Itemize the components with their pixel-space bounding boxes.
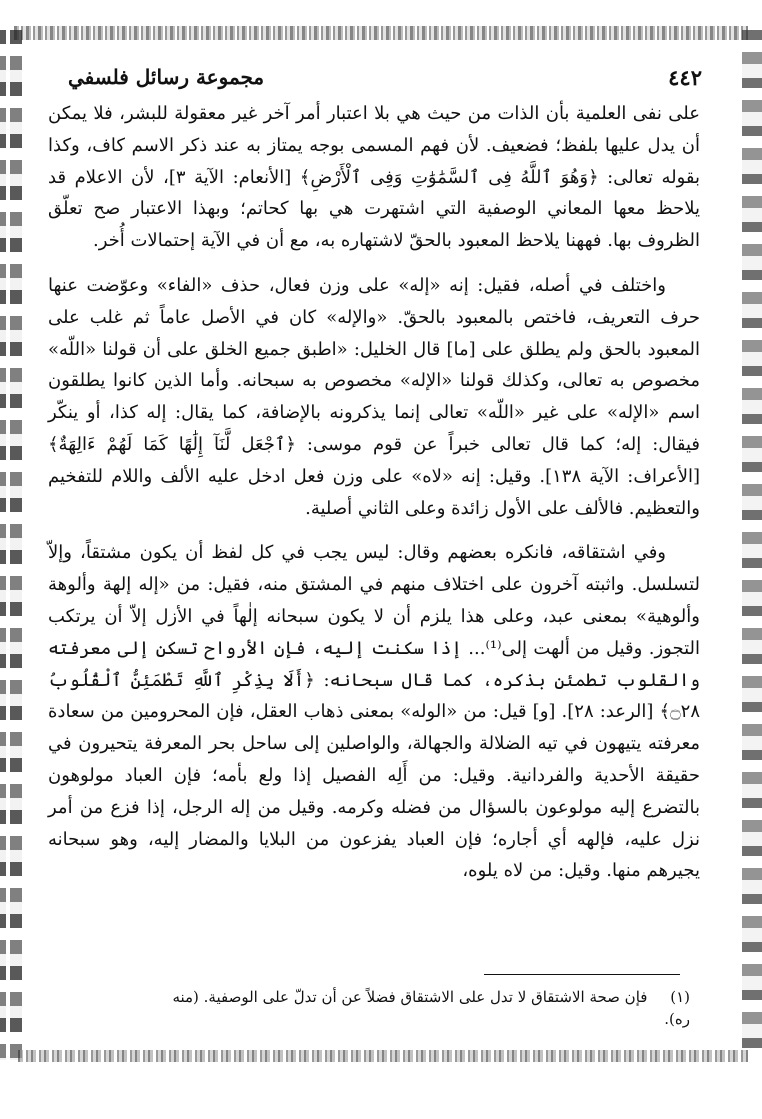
footnote: [150, 986, 690, 1030]
paragraph-3: وفي اشتقاقه، فانكره بعضهم وقال: ليس يجب في كل لفظ أن يكون مشتقاً، وإلاّ لتسلسل. واثبته آخرون على اختلاف منهم في المشتق منه، فقيل: من «إله إلهة وألوهة وألوهية» بمعنى عبد، وعلى هذا يلزم أن لا يكون سبحانه إلٰهاً في الأزل إلاّ أن يرتكب التجوز. وقيل من ألهت إلى⁽¹⁾... إذا سكنت إليه، فإن الأرواح تسكن إلى معرفته والقلوب تطمئن بذكره، كما قال سبحانه: ﴿أَلَا بِذِكْرِ ٱللَّهِ تَطْمَئِنُّ ٱلْقُلُوبُ ۝٢٨﴾ [الرعد: ٢٨]. [و] قيل: من «الوله» بمعنى ذهاب العقل، فإن المحرومين من سعادة معرفته يتيهون في تيه الضلالة والجهالة، والواصلين إلى ساحل بحر المعرفة يتحيرون في حقيقة الأحدية والفردانية. وقيل: من أَلِه الفصيل إذا ولع بأمه؛ فإن العباد مولوهون بالتضرع إليه مولوعون بالسؤال من فضله وكرمه. وقيل من إله الرجل، إذا فزع من أمر نزل عليه، فإلهه أي أجاره؛ فإن العباد يفزعون من البلايا والمضار إليه، وهو سبحانه يجيرهم منها. وقيل: من لاه يلوه،: [48, 542, 701, 882]
page-number: ٤٤٢: [668, 64, 702, 90]
footnote-marker: (١): [670, 988, 690, 1006]
scan-border-right: [742, 30, 762, 1060]
paragraph-2: واختلف في أصله، فقيل: إنه «إله» على وزن فعال، حذف «الفاء» وعوّضت عنها حرف التعريف، فاختص بالمعبود بالحقّ. «والإله» كان في الأصل عاماً ثم غلب على المعبود بالحق ولم يطلق على [ما] قال الخليل: «اطبق جميع الخلق على أن قولنا «اللّه» مخصوص به تعالى، وكذلك قولنا «الإله» مخصوص به سبحانه. وأما الذين كانوا يطلقون اسم «الإله» على غير «اللّه» تعالى إنما يذكرونه بالإضافة، كما يقال: إله كذا، أو ينكّر فيقال: إله؛ كما قال تعالى خبراً عن قوم موسى: ﴿ٱجْعَل لَّنَآ إِلَٰهًا كَمَا لَهُمْ ءَالِهَةٌ﴾ [الأعراف: الآية ١٣٨]. وقيل: إنه «لاه» على وزن فعل ادخل عليه الألف واللام للتفخيم والتعظيم. فالألف على الأول زائدة وعلى الثاني أصلية.: [48, 274, 700, 519]
footnote-divider: [484, 974, 680, 975]
footnote-text: فإن صحة الاشتقاق لا تدل على الاشتقاق فضلاً عن أن تدلّ على الوصفية. (منه ره).: [172, 988, 690, 1028]
paragraph-1: على نفى العلمية بأن الذات من حيث هي بلا اعتبار أمر آخر غير معقولة للبشر، فلا يمكن أن يدل عليها بلفظ؛ فضعيف. لأن فهم المسمى بوجه يمتاز به عند ذكر الاسم كاف، وكذا بقوله تعالى: ﴿وَهُوَ ٱللَّهُ فِى ٱلسَّمَٰوَٰتِ وَفِى ٱلْأَرْضِ﴾ [الأنعام: الآية ٣]، لأن الاعلام قد يلاحظ معها المعاني الوصفية التي اشتهرت هي بها كحاتم؛ وبهذا الاعتبار صح تعلّق الظروف بها. فههنا يلاحظ المعبود بالحقّ لاشتهاره به، مع أن في الآية إحتمالات أُخر.: [48, 103, 700, 252]
body-text: [48, 98, 700, 887]
running-title: مجموعة رسائل فلسفي: [68, 65, 265, 89]
scan-border-left-gap: [6, 30, 10, 1060]
scan-border-top: [14, 26, 748, 40]
scan-border-bottom: [18, 1050, 748, 1062]
page-header: [68, 62, 702, 92]
scan-border-left: [0, 30, 22, 1060]
